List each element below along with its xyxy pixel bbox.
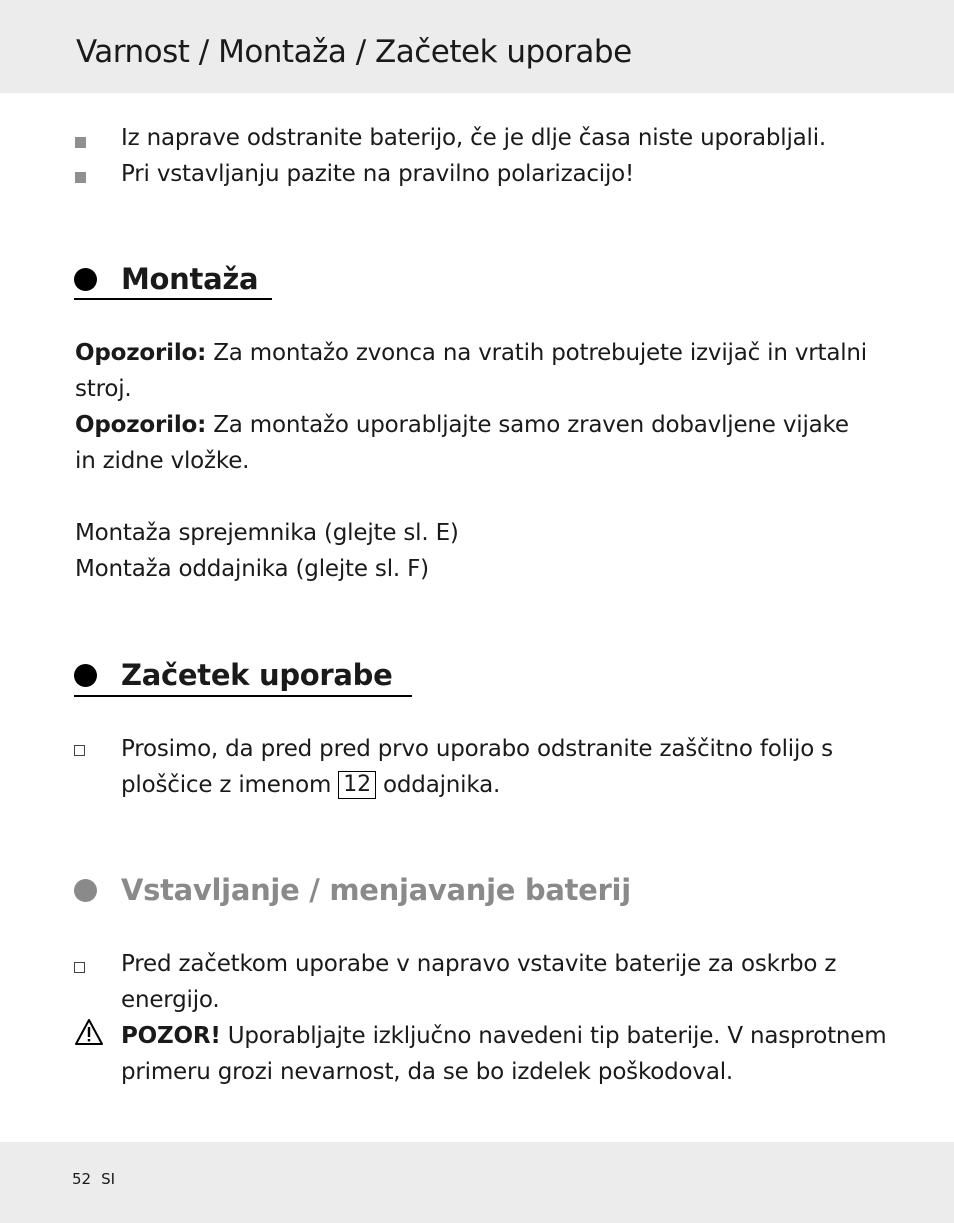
warning-text-cont: primeru grozi nevarnost, da se bo izdelek poškodoval. bbox=[121, 1059, 734, 1085]
section-underline bbox=[74, 695, 412, 697]
note-text: Za montažo zvonca na vratih potrebujete izvijač in vrtalni bbox=[213, 340, 867, 366]
warning-line bbox=[121, 1018, 886, 1054]
reference-number-box: 12 bbox=[338, 771, 376, 799]
black-dot-icon bbox=[74, 664, 97, 687]
gray-dot-icon bbox=[74, 879, 97, 902]
warning-triangle-icon bbox=[74, 1018, 104, 1046]
black-dot-icon bbox=[74, 268, 97, 291]
section-underline bbox=[74, 298, 272, 300]
square-bullet-icon bbox=[75, 137, 86, 148]
bullet-item: Pri vstavljanju pazite na pravilno polarizacijo! bbox=[121, 161, 635, 187]
footer-info bbox=[72, 1169, 115, 1189]
montaza-step: Montaža oddajnika (glejte sl. F) bbox=[75, 556, 429, 582]
page-number: 52 bbox=[72, 1170, 92, 1188]
montaza-step: Montaža sprejemnika (glejte sl. E) bbox=[75, 520, 459, 546]
step-text: oddajnika. bbox=[383, 772, 501, 798]
section-title: Montaža bbox=[121, 262, 259, 296]
page-header bbox=[0, 0, 954, 93]
bullet-item: Iz naprave odstranite baterijo, če je dlje časa niste uporabljali. bbox=[121, 125, 827, 151]
note-line bbox=[75, 407, 849, 443]
step-text: Prosimo, da pred pred prvo uporabo odstranite zaščitno folijo s bbox=[121, 736, 833, 762]
note-text: Za montažo uporabljajte samo zraven dobavljene vijake bbox=[213, 412, 849, 438]
square-bullet-icon bbox=[75, 172, 86, 183]
note-label: Opozorilo: bbox=[75, 340, 207, 366]
language-code: SI bbox=[101, 1170, 116, 1188]
note-line bbox=[75, 335, 867, 371]
step-text: ploščice z imenom bbox=[121, 772, 332, 798]
step-text-cont bbox=[121, 767, 500, 803]
warning-text: Uporabljajte izključno navedeni tip baterije. V nasprotnem bbox=[227, 1023, 887, 1049]
step-text: Pred začetkom uporabe v napravo vstavite baterije za oskrbo z bbox=[121, 951, 837, 977]
section-title: Začetek uporabe bbox=[121, 658, 393, 692]
warning-label: POZOR! bbox=[121, 1023, 221, 1049]
section-title: Vstavljanje / menjavanje baterij bbox=[121, 873, 631, 907]
page-title: Varnost / Montaža / Začetek uporabe bbox=[76, 34, 632, 70]
step-text-cont: energijo. bbox=[121, 987, 220, 1013]
page-footer bbox=[0, 1142, 954, 1223]
note-label: Opozorilo: bbox=[75, 412, 207, 438]
checkbox-bullet-icon bbox=[74, 962, 85, 973]
note-line-cont: in zidne vložke. bbox=[75, 448, 250, 474]
checkbox-bullet-icon bbox=[74, 745, 85, 756]
note-line-cont: stroj. bbox=[75, 376, 132, 402]
